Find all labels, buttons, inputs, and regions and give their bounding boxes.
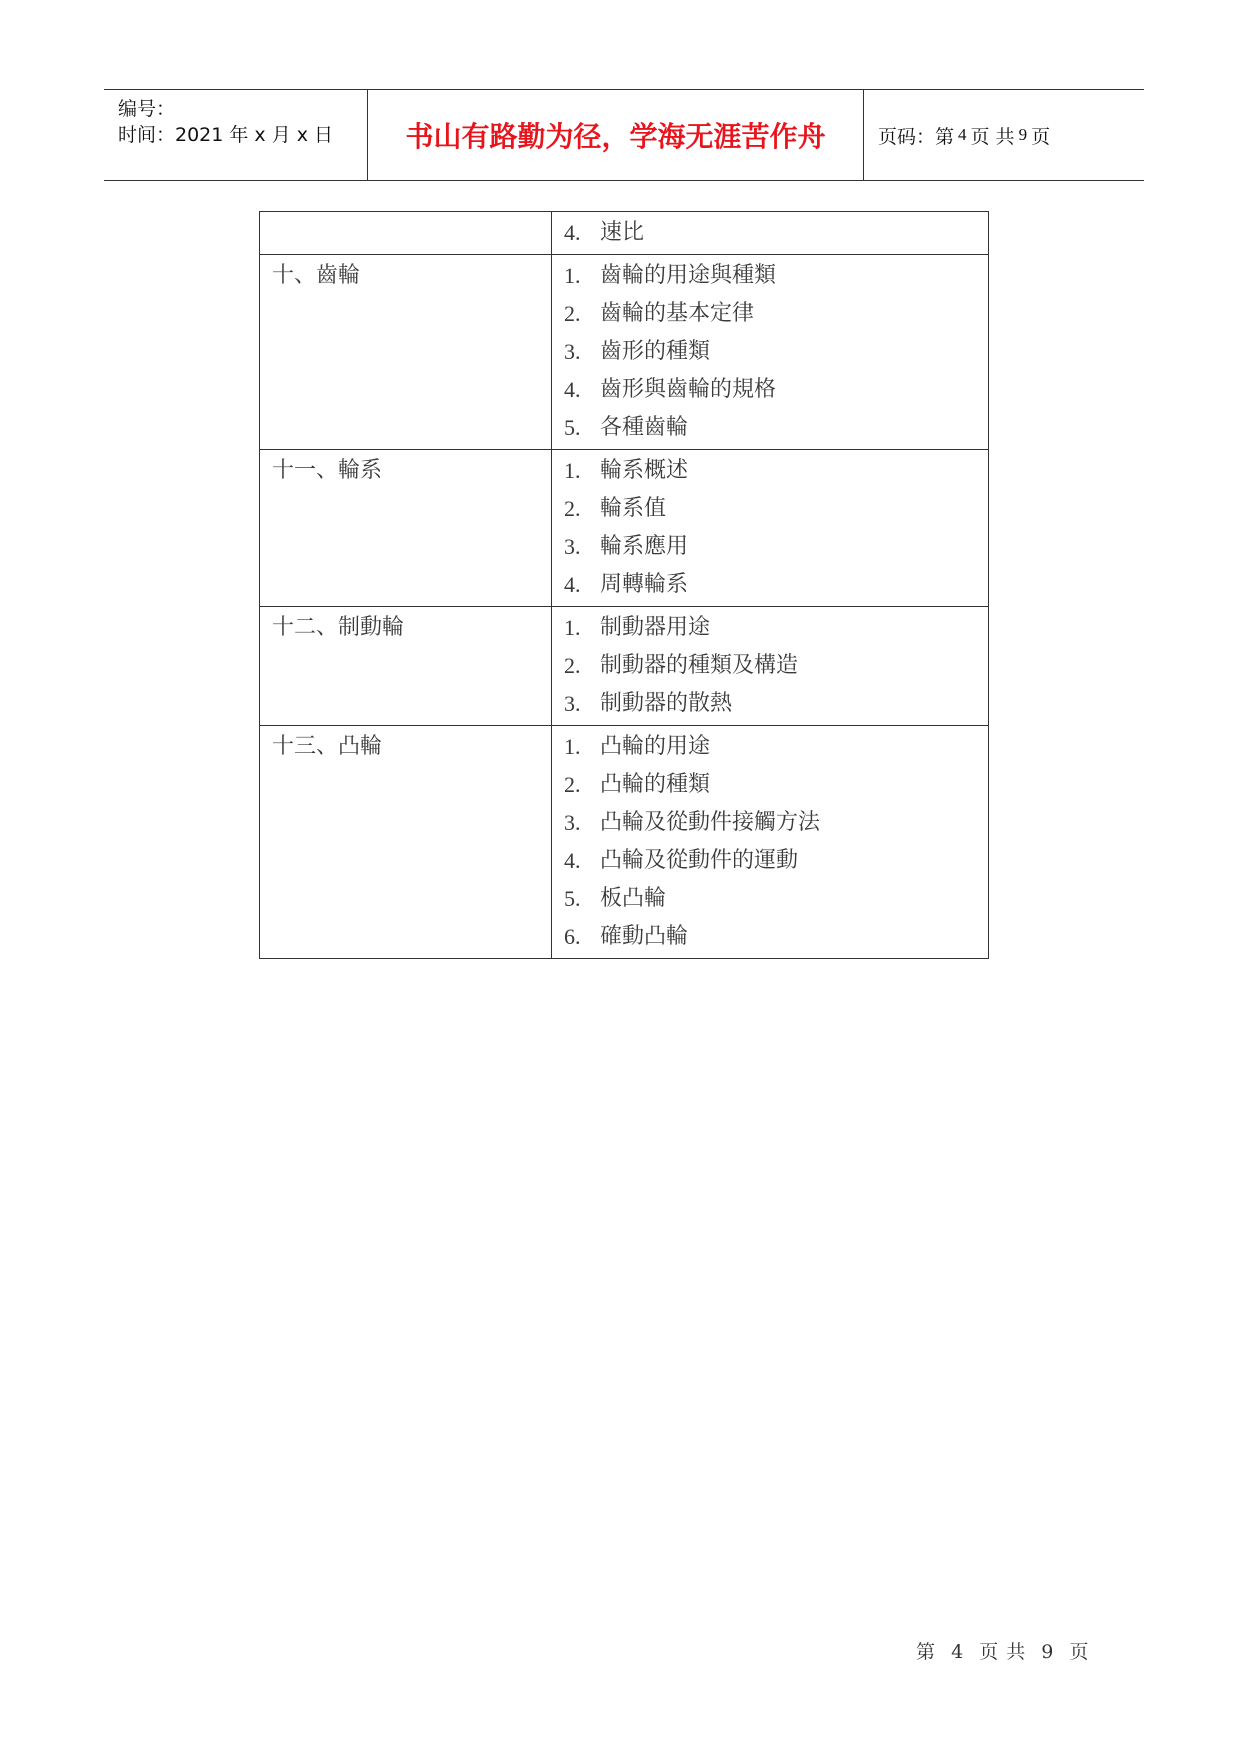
topic-cell bbox=[260, 450, 552, 607]
subtopic-item bbox=[552, 766, 988, 804]
subtopic-item bbox=[552, 647, 988, 685]
subtopic-item bbox=[552, 409, 988, 447]
topic-cell bbox=[260, 212, 552, 255]
subtopics-cell bbox=[552, 255, 989, 450]
topic-title: 十三、凸輪 bbox=[272, 734, 383, 759]
subtopic-item bbox=[552, 257, 988, 295]
subtopic-number: 5. bbox=[564, 415, 581, 440]
subtopic-text: 輪系概述 bbox=[600, 458, 689, 483]
subtopic-text: 制動器的散熱 bbox=[600, 691, 733, 716]
subtopic-item bbox=[552, 918, 988, 956]
table-row bbox=[260, 255, 989, 450]
page-suffix: 页 bbox=[1031, 125, 1051, 148]
subtopic-number: 3. bbox=[564, 691, 581, 716]
table-row bbox=[260, 450, 989, 607]
page-mid: 页 共 bbox=[970, 125, 1015, 148]
subtopic-item bbox=[552, 566, 988, 604]
subtopic-number: 4. bbox=[564, 377, 581, 402]
subtopic-item bbox=[552, 214, 988, 252]
subtopic-number: 6. bbox=[564, 924, 581, 949]
subtopic-number: 4. bbox=[564, 848, 581, 873]
header-meta bbox=[104, 90, 368, 180]
subtopic-number: 3. bbox=[564, 534, 581, 559]
subtopic-text: 確動凸輪 bbox=[600, 924, 689, 949]
subtopic-number: 1. bbox=[564, 734, 581, 759]
subtopic-text: 制動器用途 bbox=[600, 615, 711, 640]
topic-cell bbox=[260, 607, 552, 726]
subtopic-number: 3. bbox=[564, 339, 581, 364]
page-total: 9 bbox=[1018, 125, 1028, 144]
subtopic-text: 齒輪的用途與種類 bbox=[600, 263, 777, 288]
page-footer bbox=[916, 1637, 1097, 1664]
footer-prefix: 第 bbox=[916, 1641, 937, 1663]
subtopic-number: 1. bbox=[564, 263, 581, 288]
subtopic-number: 5. bbox=[564, 886, 581, 911]
subtopic-number: 2. bbox=[564, 653, 581, 678]
subtopic-item bbox=[552, 333, 988, 371]
footer-current: 4 bbox=[951, 1641, 965, 1663]
subtopics-cell bbox=[552, 212, 989, 255]
subtopics-cell bbox=[552, 726, 989, 959]
subtopic-text: 周轉輪系 bbox=[600, 572, 689, 597]
header-page-number bbox=[864, 90, 1144, 180]
subtopic-number: 2. bbox=[564, 301, 581, 326]
subtopic-number: 4. bbox=[564, 220, 581, 245]
subtopic-text: 齒形與齒輪的規格 bbox=[600, 377, 777, 402]
subtopic-item bbox=[552, 880, 988, 918]
subtopic-item bbox=[552, 804, 988, 842]
subtopic-item bbox=[552, 609, 988, 647]
serial-label: 编号： bbox=[118, 98, 176, 120]
subtopic-text: 制動器的種類及構造 bbox=[600, 653, 799, 678]
footer-suffix: 页 bbox=[1069, 1641, 1090, 1663]
subtopics-cell bbox=[552, 450, 989, 607]
topic-cell bbox=[260, 726, 552, 959]
subtopic-item bbox=[552, 452, 988, 490]
header-motto: 书山有路勤为径，学海无涯苦作舟 bbox=[368, 90, 864, 180]
subtopic-item bbox=[552, 842, 988, 880]
subtopic-number: 3. bbox=[564, 810, 581, 835]
subtopic-item bbox=[552, 490, 988, 528]
page-header bbox=[104, 89, 1144, 181]
subtopic-number: 1. bbox=[564, 458, 581, 483]
subtopic-item bbox=[552, 685, 988, 723]
time-label: 时间：2021 年 x 月 x 日 bbox=[118, 124, 334, 146]
subtopic-text: 輪系應用 bbox=[600, 534, 689, 559]
table-row bbox=[260, 212, 989, 255]
topic-cell bbox=[260, 255, 552, 450]
table-row bbox=[260, 726, 989, 959]
subtopic-text: 各種齒輪 bbox=[600, 415, 689, 440]
topic-title bbox=[272, 214, 551, 252]
syllabus-table bbox=[259, 211, 989, 959]
subtopic-number: 1. bbox=[564, 615, 581, 640]
topic-title: 十一、輪系 bbox=[272, 458, 383, 483]
topic-title: 十二、制動輪 bbox=[272, 615, 405, 640]
subtopic-item bbox=[552, 371, 988, 409]
subtopic-text: 凸輪的種類 bbox=[600, 772, 711, 797]
table-row bbox=[260, 607, 989, 726]
footer-total: 9 bbox=[1041, 1641, 1055, 1663]
subtopic-number: 2. bbox=[564, 772, 581, 797]
subtopic-text: 凸輪及從動件接觸方法 bbox=[600, 810, 821, 835]
subtopic-item bbox=[552, 528, 988, 566]
subtopic-number: 4. bbox=[564, 572, 581, 597]
subtopics-cell bbox=[552, 607, 989, 726]
subtopic-text: 速比 bbox=[600, 220, 645, 245]
subtopic-number: 2. bbox=[564, 496, 581, 521]
page-current: 4 bbox=[958, 125, 967, 144]
page-prefix: 页码：第 bbox=[878, 125, 955, 148]
subtopic-text: 凸輪及從動件的運動 bbox=[600, 848, 799, 873]
subtopic-text: 輪系值 bbox=[600, 496, 667, 521]
topic-title: 十、齒輪 bbox=[272, 263, 361, 288]
subtopic-text: 齒形的種類 bbox=[600, 339, 711, 364]
subtopic-text: 板凸輪 bbox=[600, 886, 667, 911]
syllabus-body bbox=[260, 212, 989, 959]
subtopic-text: 凸輪的用途 bbox=[600, 734, 711, 759]
subtopic-item bbox=[552, 728, 988, 766]
subtopic-item bbox=[552, 295, 988, 333]
subtopic-text: 齒輪的基本定律 bbox=[600, 301, 755, 326]
footer-mid: 页 共 bbox=[979, 1641, 1027, 1663]
